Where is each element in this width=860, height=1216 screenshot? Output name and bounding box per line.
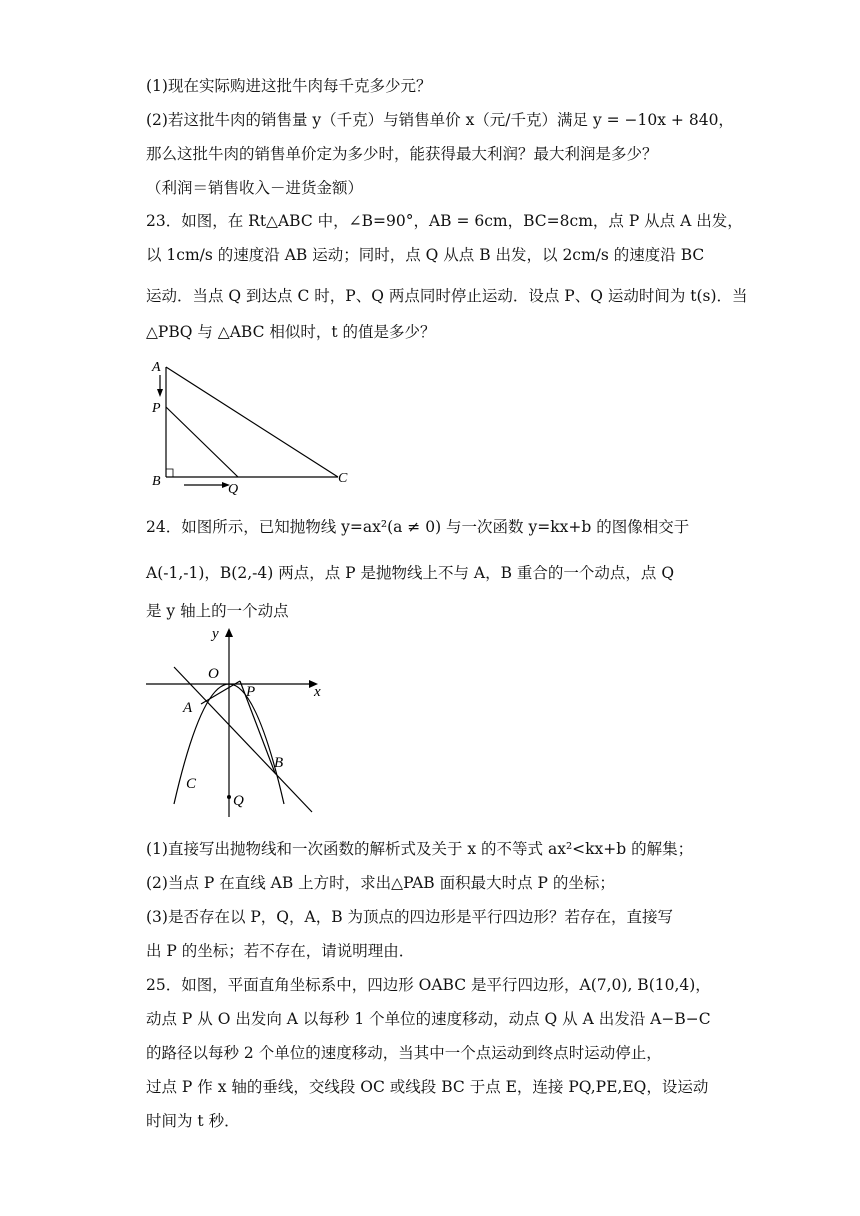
q25-line4: 过点 P 作 x 轴的垂线，交线段 OC 或线段 BC 于点 E，连接 PQ,PE,EQ，设运动 <box>146 1078 709 1096</box>
fig2-label-q: Q <box>233 793 244 809</box>
fig1-label-a: A <box>152 360 161 375</box>
q25-line3: 的路径以每秒 2 个单位的速度移动，当其中一个点运动到终点时运动停止， <box>146 1044 662 1062</box>
fig2-label-x: x <box>314 684 321 700</box>
q22-part2: (2)若这批牛肉的销售量 y（千克）与销售单价 x（元/千克）满足 y = −10x + 840， <box>146 111 734 129</box>
fig2-label-c: C <box>186 776 197 792</box>
fig1-label-b: B <box>152 474 161 489</box>
q24-line2: A(-1,-1)，B(2,-4) 两点，点 P 是抛物线上不与 A，B 重合的一个动点，点 Q <box>146 564 675 582</box>
q22-note: （利润＝销售收入－进货金额） <box>146 179 364 197</box>
fig2-label-o: O <box>208 666 219 682</box>
q24-line1: 24．如图所示，已知抛物线 y=ax²(a ≠ 0) 与一次函数 y=kx+b 的图像相交于 <box>146 518 690 536</box>
q24-part3: (3)是否存在以 P，Q，A，B 为顶点的四边形是平行四边形？若存在，直接写 <box>146 908 674 926</box>
q24-part2: (2)当点 P 在直线 AB 上方时，求出△PAB 面积最大时点 P 的坐标； <box>146 874 615 892</box>
fig2-label-y: y <box>212 626 219 642</box>
q24-line3: 是 y 轴上的一个动点 <box>146 602 289 620</box>
q22-part1: (1)现在实际购进这批牛肉每千克多少元？ <box>146 77 432 95</box>
q23-line1: 23．如图，在 Rt△ABC 中，∠B=90°，AB = 6cm，BC=8cm，点 P 从点 A 出发， <box>146 212 743 230</box>
q23-line2: 以 1cm/s 的速度沿 AB 运动；同时，点 Q 从点 B 出发，以 2cm/s 的速度沿 BC <box>146 246 705 264</box>
fig2-label-p: P <box>246 684 256 700</box>
fig2-label-b: B <box>274 755 284 771</box>
q25-line5: 时间为 t 秒． <box>146 1112 240 1130</box>
parabola-figure <box>144 622 334 822</box>
fig1-label-p: P <box>152 401 161 416</box>
fig1-label-c: C <box>338 471 348 486</box>
triangle-figure <box>148 355 358 495</box>
fig2-label-a: A <box>183 700 193 716</box>
q22-part2-cont: 那么这批牛肉的销售单价定为多少时，能获得最大利润？最大利润是多少？ <box>146 145 658 163</box>
q25-line2: 动点 P 从 O 出发向 A 以每秒 1 个单位的速度移动，动点 Q 从 A 出发沿 A−B−C <box>146 1010 711 1028</box>
q25-line1: 25．如图，平面直角坐标系中，四边形 OABC 是平行四边形，A(7,0), B(10,4)， <box>146 976 711 994</box>
q23-line4: △PBQ 与 △ABC 相似时，t 的值是多少？ <box>146 323 436 341</box>
q24-part1: (1)直接写出抛物线和一次函数的解析式及关于 x 的不等式 ax²<kx+b 的解集； <box>146 840 694 858</box>
q24-part3-cont: 出 P 的坐标；若不存在，请说明理由． <box>146 942 415 960</box>
q23-line3: 运动．当点 Q 到达点 C 时，P、Q 两点同时停止运动．设点 P、Q 运动时间为 t(s)．当 <box>146 287 748 305</box>
fig1-label-q: Q <box>228 482 239 495</box>
